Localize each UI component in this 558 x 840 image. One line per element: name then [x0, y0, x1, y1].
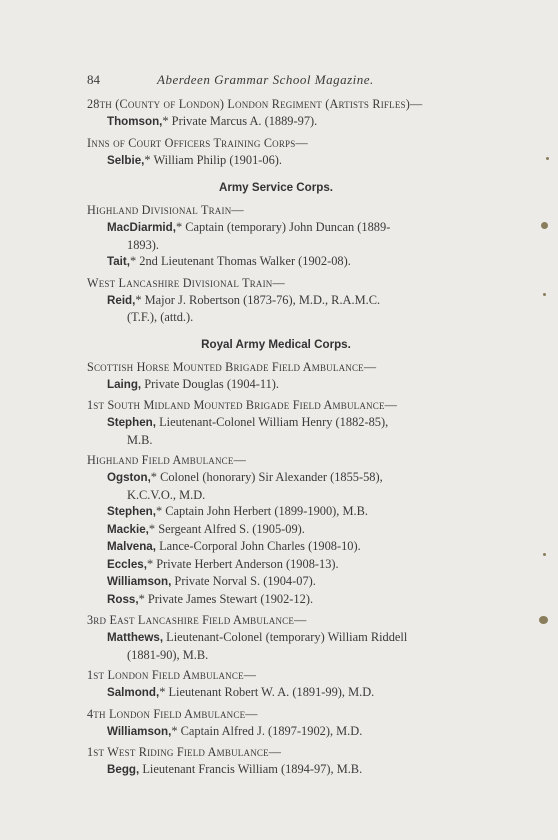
person-details-continued: (1881-90), M.B. — [127, 647, 209, 662]
person-details-continued: K.C.V.O., M.D. — [127, 487, 206, 502]
person-entry — [87, 152, 465, 170]
person-entry — [87, 219, 465, 253]
person-entry — [87, 761, 465, 779]
person-details: * Sergeant Alfred S. (1905-09). — [148, 521, 305, 536]
person-surname: Malvena, — [107, 540, 156, 553]
person-surname: Tait, — [107, 255, 130, 268]
person-details-continued: 1893). — [127, 237, 160, 252]
person-details: Lieutenant-Colonel (temporary) William Riddell — [163, 630, 408, 644]
person-entry — [87, 573, 465, 591]
person-details: * Private Herbert Anderson (1908-13). — [146, 556, 339, 571]
person-entry — [87, 503, 465, 521]
person-details-continued: (T.F.), (attd.). — [127, 310, 194, 324]
person-entry — [87, 684, 465, 702]
person-entry — [87, 556, 465, 574]
person-entry — [87, 469, 465, 503]
person-surname: Laing, — [107, 377, 142, 391]
person-entry — [87, 521, 465, 539]
section-heading: Royal Army Medical Corps. — [201, 337, 351, 351]
margin-mark — [543, 293, 546, 296]
unit-heading: Scottish Horse Mounted Brigade Field Ambulance— — [87, 359, 377, 374]
person-surname: Eccles, — [107, 557, 147, 571]
person-surname: Williamson, — [107, 575, 172, 588]
unit-heading: 1st West Riding Field Ambulance— — [87, 745, 282, 759]
person-surname: Salmond, — [107, 686, 160, 699]
person-surname: Selbie, — [107, 153, 145, 167]
person-surname: Williamson, — [107, 724, 172, 738]
person-details: * Private James Stewart (1902-12). — [138, 591, 314, 606]
person-details: * William Philip (1901-06). — [144, 152, 283, 167]
person-details: Private Douglas (1904-11). — [141, 376, 280, 391]
margin-mark — [546, 157, 549, 160]
person-details: * Private Marcus A. (1889-97). — [162, 114, 318, 128]
person-surname: Mackie, — [107, 522, 149, 536]
person-entry — [87, 591, 465, 609]
person-details: * Major J. Robertson (1873-76), M.D., R.A.M.C. — [135, 292, 381, 307]
person-surname: Ross, — [107, 592, 139, 606]
person-entry — [87, 113, 465, 131]
person-details: * Colonel (honorary) Sir Alexander (1855-58), — [150, 470, 383, 484]
person-details-continued: M.B. — [127, 432, 153, 447]
unit-heading: 1st South Midland Mounted Brigade Field Ambulance— — [87, 398, 398, 412]
page-header — [87, 72, 487, 88]
person-surname: MacDiarmid, — [107, 221, 176, 234]
person-entry — [87, 253, 465, 271]
person-details: * Captain Alfred J. (1897-1902), M.D. — [171, 723, 363, 738]
person-surname: Ogston, — [107, 471, 151, 484]
person-entry — [87, 723, 465, 741]
person-entry — [87, 414, 465, 448]
unit-heading: 28th (County of London) London Regiment (Artists Rifles)— — [87, 97, 423, 111]
section-heading: Army Service Corps. — [218, 181, 334, 194]
roll-of-service-list — [87, 96, 465, 779]
page-number: 84 — [87, 72, 100, 87]
unit-heading: 1st London Field Ambulance— — [87, 668, 257, 682]
person-entry — [87, 629, 465, 663]
person-details: Lieutenant-Colonel William Henry (1882-85), — [155, 415, 389, 429]
person-details: Lieutenant Francis William (1894-97), M.B. — [139, 762, 363, 776]
person-surname: Stephen, — [107, 416, 156, 429]
person-entry — [87, 538, 465, 556]
person-details: Private Norval S. (1904-07). — [171, 574, 316, 588]
person-surname: Reid, — [107, 293, 136, 307]
unit-heading: Highland Field Ambulance— — [87, 453, 246, 467]
unit-heading: West Lancashire Divisional Train— — [87, 275, 285, 290]
unit-heading: Inns of Court Officers Training Corps— — [87, 135, 308, 150]
person-details: * 2nd Lieutenant Thomas Walker (1902-08). — [129, 254, 351, 268]
running-title: Aberdeen Grammar School Magazine. — [157, 72, 374, 87]
margin-mark — [539, 616, 548, 624]
person-surname: Thomson, — [107, 115, 163, 128]
person-entry — [87, 376, 465, 394]
person-surname: Stephen, — [107, 505, 156, 518]
unit-heading: 3rd East Lancashire Field Ambulance— — [87, 613, 307, 627]
unit-heading: Highland Divisional Train— — [87, 203, 244, 217]
person-details: Lance-Corporal John Charles (1908-10). — [155, 539, 361, 553]
person-entry — [87, 292, 465, 326]
unit-heading: 4th London Field Ambulance— — [87, 706, 258, 721]
person-details: * Captain John Herbert (1899-1900), M.B. — [155, 504, 368, 518]
person-details: * Lieutenant Robert W. A. (1891-99), M.D. — [159, 685, 375, 699]
person-surname: Begg, — [107, 763, 140, 776]
margin-mark — [541, 222, 548, 229]
person-details: * Captain (temporary) John Duncan (1889- — [175, 220, 391, 234]
margin-mark — [543, 553, 546, 556]
person-surname: Matthews, — [107, 631, 164, 644]
